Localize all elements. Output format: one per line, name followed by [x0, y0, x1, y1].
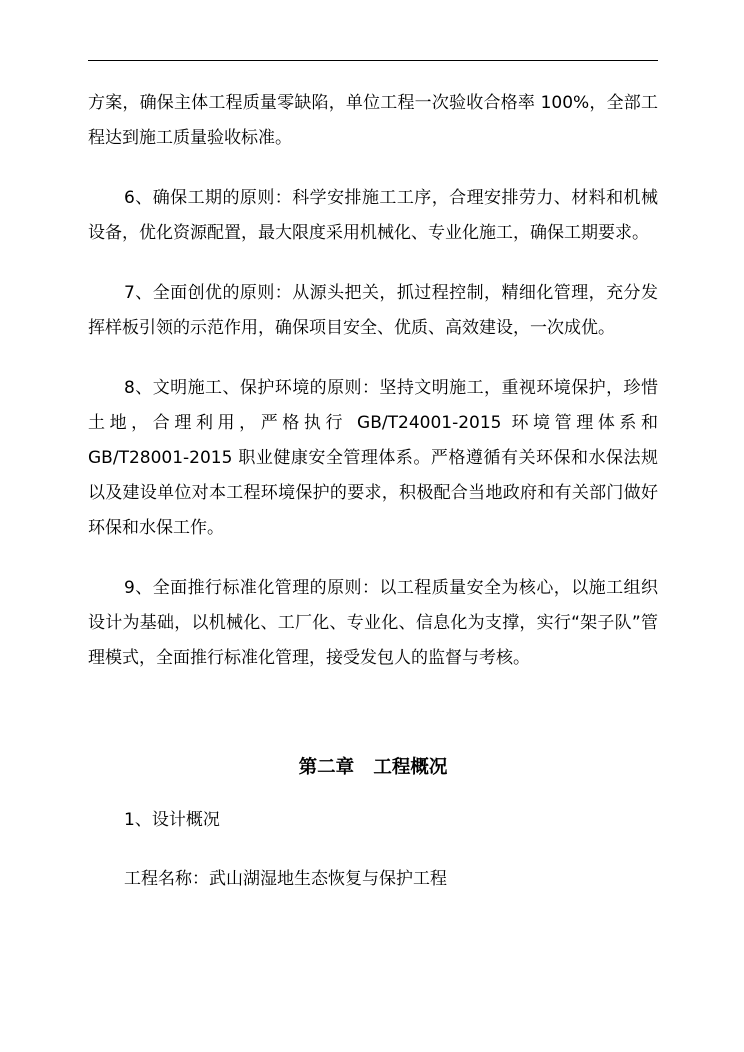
header-rule — [88, 60, 658, 61]
paragraph-principle-7: 7、全面创优的原则：从源头把关，抓过程控制，精细化管理，充分发挥样板引领的示范作用，确保项目安全、优质、高效建设，一次成优。 — [88, 283, 658, 338]
document-body — [88, 86, 658, 897]
chapter-title: 第二章 工程概况 — [298, 757, 448, 778]
paragraph-principle-6: 6、确保工期的原则：科学安排施工工序，合理安排劳力、材料和机械设备，优化资源配置，最大限度采用机械化、专业化施工，确保工期要求。 — [88, 188, 658, 243]
paragraph-principle-8: 8、文明施工、保护环境的原则：坚持文明施工，重视环境保护，珍惜土地，合理利用，严格执行 GB/T24001-2015 环境管理体系和 GB/T28001-2015 职业健康安全管理体系。严格遵循有关环保和水保法规以及建设单位对本工程环境保护的要求，积极配合当地政府和有关部门做好环保和水保工作。 — [88, 378, 658, 538]
paragraph-principle-9: 9、全面推行标准化管理的原则：以工程质量安全为核心，以施工组织设计为基础，以机械化、工厂化、专业化、信息化为支撑，实行“架子队”管理模式，全面推行标准化管理，接受发包人的监督与考核。 — [88, 578, 658, 668]
project-name-line: 工程名称：武山湖湿地生态恢复与保护工程 — [124, 869, 447, 889]
section-heading: 1、设计概况 — [124, 810, 220, 830]
paragraph-continuation: 方案，确保主体工程质量零缺陷，单位工程一次验收合格率 100%，全部工程达到施工质量验收标准。 — [88, 93, 658, 148]
